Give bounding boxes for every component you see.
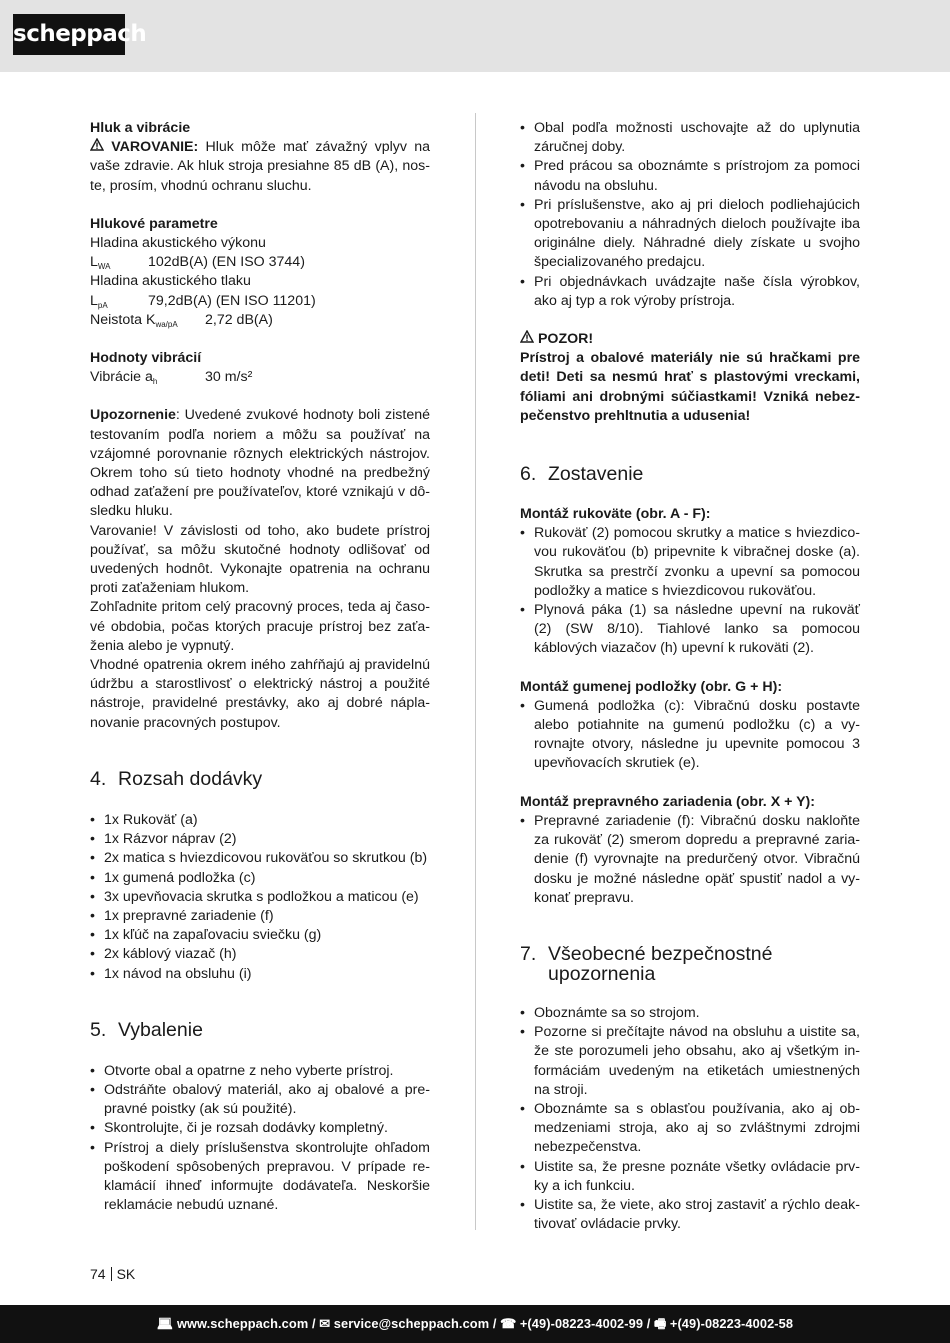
list-item: • Oboznámte sa s oblasťou používania, ako aj obmedzeniami stroja, ako aj so zvláštnymi zdrojmi nebezpečenstva.: [520, 1100, 860, 1158]
page-header: [0, 0, 950, 72]
section-4-title: Rozsah dodávky: [118, 767, 263, 790]
vibration-row: [90, 368, 430, 387]
list-item: • 1x kľúč na zapaľovaciu sviečku (g): [90, 926, 430, 945]
uncertainty-value: 2,72 dB(A): [205, 311, 273, 328]
left-column: [90, 119, 430, 1215]
list-item: • Skontrolujte, či je rozsah dodávky kompletný.: [90, 1119, 430, 1138]
packaging-list: [520, 119, 860, 311]
list-item: • Prepravné zariadenie (f): Vibračnú dosku nakloňte za rukoväť (2) smerom dopredu a prepravné zariadenie (f) vyrovnajte na predurčený otvor. Vibračnú dosku je možné následne opäť spustiť nadol a vykonať prepravu.: [520, 812, 860, 908]
uncertainty-row: [90, 311, 430, 330]
vibration-sub: h: [152, 377, 158, 387]
list-item: • 1x návod na obsluhu (i): [90, 965, 430, 984]
section-5-title: Vybalenie: [118, 1018, 203, 1041]
list-item: • Pri objednávkach uvádzajte naše čísla výrobkov, ako aj typ a rok výroby prístroja.: [520, 273, 860, 311]
phone-icon: ☎︎: [500, 1316, 517, 1331]
vibration-value: 30 m/s²: [205, 369, 253, 386]
page-footer: [0, 1305, 950, 1343]
noise-heading: Hluk a vibrácie: [90, 120, 191, 136]
list-item: • 3x upevňovacia skrutka s podložkou a maticou (e): [90, 888, 430, 907]
list-item: • 2x matica s hviezdicovou rukoväťou so skrutkou (b): [90, 849, 430, 868]
section-4-heading: [90, 769, 430, 789]
list-item: • Odstráňte obalový materiál, ako aj obalové a prepravné poistky (ak sú použité).: [90, 1081, 430, 1119]
note-label: Upozornenie: [90, 407, 176, 424]
section-5-heading: [90, 1020, 430, 1040]
computer-icon: 💻︎: [156, 1316, 174, 1331]
noise-warning: [90, 138, 430, 196]
list-item: • 1x prepravné zariadenie (f): [90, 907, 430, 926]
vibration-label: Vibrácie a: [90, 369, 153, 386]
list-item: • Obal podľa možnosti uschovajte až do uplynutia záručnej doby.: [520, 119, 860, 157]
list-item: • 1x Rázvor náprav (2): [90, 830, 430, 849]
lpa-symbol: L: [90, 292, 98, 309]
note-paragraph: [90, 406, 430, 521]
paragraph-2: Varovanie! V závislosti od toho, ako budete prístroj používať, sa môžu skutočné hodnoty odlišovať od uvedených hodnôt. Vykonajte opatrenia na ochranu proti zaťaženiam hlukom.: [90, 522, 430, 597]
rubber-heading: Montáž gumenej podložky (obr. G + H):: [520, 678, 783, 695]
transport-heading: Montáž prepravného zariadenia (obr. X + Y):: [520, 793, 815, 810]
handle-list: [520, 524, 860, 658]
list-item: • Pozorne si prečítajte návod na obsluhu a uistite sa, že ste porozumeli jeho obsahu, ako aj všetkým informáciám uvedeným na etiketách umiestnených na stroji.: [520, 1023, 860, 1100]
lwa-sub: WA: [97, 262, 111, 272]
warning-triangle-icon: [520, 330, 534, 349]
unpacking-list: [90, 1062, 430, 1216]
list-item: • 1x gumená podložka (c): [90, 869, 430, 888]
page-number-divider: [111, 1267, 112, 1281]
section-7-title: Všeobecné bezpečnostné upozornenia: [548, 942, 773, 985]
footer-web: www.scheppach.com: [176, 1316, 309, 1331]
list-item: • Prístroj a diely príslušenstva skontrolujte ohľadom poškodení spôsobených prepravou. V prípade reklamácií ihneď informujte dodávateľa. Neskoršie reklamácie nebudú uznané.: [90, 1139, 430, 1216]
page-number-value: 74: [90, 1266, 106, 1282]
footer-fax: +(49)-08223-4002-58: [669, 1316, 794, 1331]
warning-triangle-icon: [90, 138, 104, 157]
section-6-number: 6.: [520, 463, 537, 486]
vibration-heading: Hodnoty vibrácií: [90, 350, 202, 367]
list-item: • Plynová páka (1) sa následne upevní na rukoväť (2) (SW 8/10). Tiahlové lanko sa pomocou káblových viazačov (h) upevní k rukoväti (2).: [520, 601, 860, 659]
list-item: • Uistite sa, že viete, ako stroj zastaviť a rýchlo deaktivovať ovládacie prvky.: [520, 1196, 860, 1234]
right-column: [520, 119, 860, 1234]
warning-label: VAROVANIE:: [111, 139, 199, 156]
caution-heading: [520, 330, 860, 349]
sound-pressure-label: Hladina akustického tlaku: [90, 273, 251, 290]
transport-list: [520, 812, 860, 908]
lwa-value: 102dB(A) (EN ISO 3744): [148, 254, 305, 271]
paragraph-4: Vhodné opatrenia okrem iného zahŕňajú aj pravidelnú údržbu a starostlivosť o elektrický nástroj a použité nástroje, pravidelné prestávky, ako aj dobré náplanovanie pracovných postupov.: [90, 657, 430, 731]
footer-phone: +(49)-08223-4002-99: [519, 1316, 644, 1331]
email-icon: ✉︎: [319, 1316, 331, 1331]
delivery-list: [90, 811, 430, 984]
scheppach-logo: scheppach: [13, 14, 125, 55]
paragraph-3: Zohľadnite pritom celý pracovný proces, teda aj časové obdobia, počas ktorých pracuje prístroj bez zaťaženia alebo je vypnutý.: [90, 599, 430, 654]
noise-params-heading: Hlukové parametre: [90, 215, 218, 232]
section-6-title: Zostavenie: [548, 463, 644, 486]
sound-power-label: Hladina akustického výkonu: [90, 235, 266, 252]
rubber-list: [520, 697, 860, 774]
section-4-number: 4.: [90, 767, 107, 790]
section-6-heading: [520, 464, 860, 484]
list-item: • 1x Rukoväť (a): [90, 811, 430, 830]
footer-email: service@scheppach.com: [333, 1316, 490, 1331]
list-item: • Oboznámte sa so strojom.: [520, 1004, 860, 1023]
footer-separator: /: [643, 1316, 655, 1331]
lwa-row: [90, 253, 430, 272]
lpa-row: [90, 292, 430, 311]
caution-label: POZOR!: [537, 331, 594, 348]
uncertainty-label: Neistota K: [90, 311, 156, 328]
caution-text: Prístroj a obalové materiály nie sú hračkami pre deti! Deti sa nesmú hrať s plastovými vreckami, fóliami ani drobnými súčiastkami! Vzniká nebezpečenstvo prehltnutia a udusenia!: [520, 350, 860, 424]
footer-separator: /: [489, 1316, 501, 1331]
uncertainty-sub: wa/pA: [155, 319, 178, 329]
lpa-value: 79,2dB(A) (EN ISO 11201): [148, 292, 316, 309]
section-7-heading: [520, 944, 860, 984]
lwa-symbol: L: [90, 254, 98, 271]
note-text: : Uvedené zvukové hodnoty boli zistené testovaním podľa noriem a môžu sa používať na vzájomné porovnanie rôznych elektrických nástrojov. Okrem toho sú tieto hodnoty vhodné na predbežný odhad zaťažení pre používateľov, ktoré vznikajú v dôsledku hluku.: [90, 407, 430, 520]
lpa-sub: pA: [97, 300, 108, 310]
column-divider: [475, 113, 476, 1230]
list-item: • Otvorte obal a opatrne z neho vyberte prístroj.: [90, 1062, 430, 1081]
fax-icon: 🖷︎: [654, 1316, 667, 1331]
warning-text: Hluk môže mať závažný vplyv na vaše zdravie. Ak hluk stroja presiahne 85 dB (A), noste, prosím, vhodnú ochranu sluchu.: [90, 139, 431, 194]
handle-heading: Montáž rukoväte (obr. A - F):: [520, 506, 711, 523]
list-item: • Rukoväť (2) pomocou skrutky a matice s hviezdicovou rukoväťou (b) pripevnite k vibračnej doske (a). Skrutka sa prestrčí zvonku a upevní sa pomocou podložky a matice s hviezdicovou rukoväťou.: [520, 524, 860, 601]
list-item: • Pri príslušenstve, ako aj pri dieloch podliehajúcich opotrebovaniu a náhradných dieloch používajte iba originálne diely. Náhradné diely získate u svojho špecializovaného predajcu.: [520, 196, 860, 273]
section-7-number: 7.: [520, 942, 537, 965]
list-item: • Pred prácou sa oboznámte s prístrojom za pomoci návodu na obsluhu.: [520, 157, 860, 195]
safety-list: [520, 1004, 860, 1234]
list-item: • Gumená podložka (c): Vibračnú dosku postavte alebo potiahnite na gumenú podložku (c) a vyrovnajte otvory, následne ju upevnite pomocou 3 upevňovacích skrutiek (e).: [520, 697, 860, 774]
section-5-number: 5.: [90, 1018, 107, 1041]
language-code: SK: [116, 1266, 136, 1282]
footer-separator: /: [308, 1316, 320, 1331]
list-item: • 2x káblový viazač (h): [90, 945, 430, 964]
list-item: • Uistite sa, že presne poznáte všetky ovládacie prvky a ich funkciu.: [520, 1158, 860, 1196]
page-number: [90, 1265, 135, 1283]
